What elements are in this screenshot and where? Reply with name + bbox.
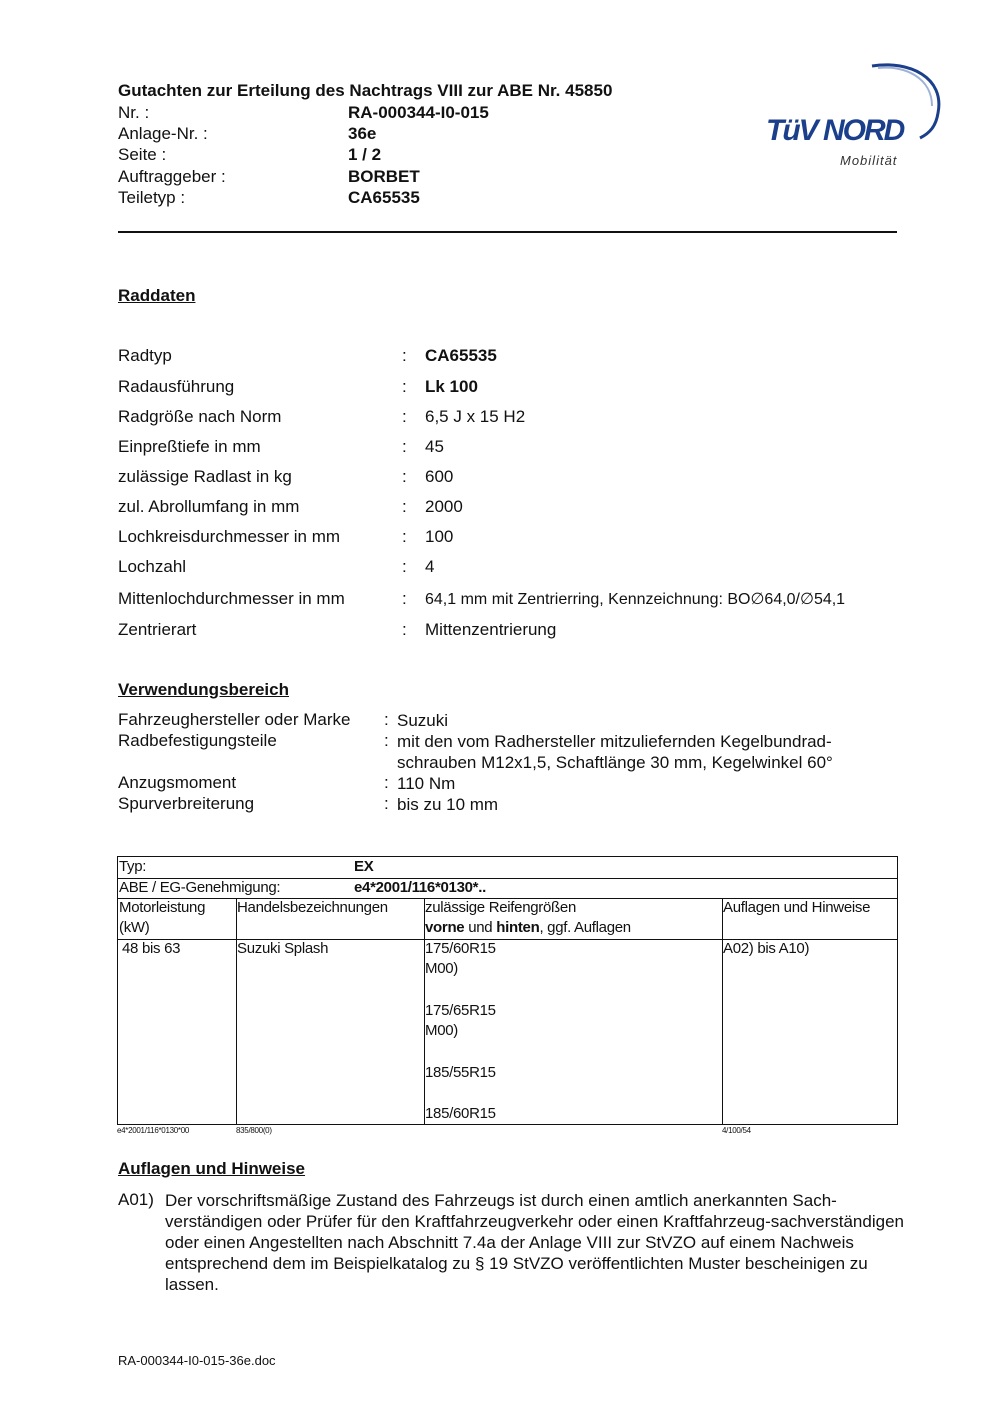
verwendung-value-cont: schrauben M12x1,5, Schaftlänge 30 mm, Kegelwinkel 60° [397,753,833,772]
raddaten-value: 45 [425,437,444,456]
raddaten-value: 64,1 mm mit Zentrierring, Kennzeichnung: BO∅64,0/∅54,1 [425,591,846,608]
verwendung-label: Anzugsmoment [118,773,237,792]
header-value: BORBET [348,167,420,186]
row-tyre: 175/65R15 [425,1002,496,1019]
raddaten-colon: : [402,589,407,608]
raddaten-label: Lochzahl [118,557,187,576]
table-line [236,898,237,1124]
header-label: Teiletyp : [118,188,186,207]
row-power: 48 bis 63 [122,940,181,957]
raddaten-row [118,407,918,429]
section-title-auflagen: Auflagen und Hinweise [118,1159,306,1178]
raddaten-row [118,589,918,611]
raddaten-label: Radtyp [118,346,172,365]
table-footnote: e4*2001/116*0130*00 [117,1126,190,1135]
col-header-tyres: zulässige Reifengrößen [425,899,576,916]
section-title-raddaten: Raddaten [118,286,196,305]
col-header-names: Handelsbezeichnungen [237,899,388,916]
header-label: Seite : [118,145,167,164]
raddaten-row [118,346,918,368]
raddaten-label: Radausführung [118,377,235,396]
row-name: Suzuki Splash [237,940,329,957]
verwendung-colon: : [384,731,389,750]
row-tyre: M00) [425,1022,458,1039]
raddaten-row [118,437,918,459]
header-label: Nr. : [118,103,150,122]
section-title-verwendungsbereich: Verwendungsbereich [118,680,289,699]
verwendung-colon: : [384,710,389,729]
tyres-sub-rear: hinten [496,919,540,936]
note-text: Der vorschriftsmäßige Zustand des Fahrzeugs ist durch einen amtlich anerkannten Sach-verständigen oder Prüfer für den Kraftfahrzeugverkehr oder einen Kraftfahrzeug-sachverständigen oder einen Angestellten nach Abschnitt 7.4a der Anlage VIII zur StVZO auf einem Nachweis entsprechend dem im Beispielkatalog zu § 19 StVZO veröffentlichten Muster bescheinigen zu lassen. [165,1191,904,1294]
abe-value: e4*2001/116*0130*.. [354,879,486,896]
raddaten-colon: : [402,497,407,516]
raddaten-label: Radgröße nach Norm [118,407,282,426]
header-value: 36e [348,124,377,143]
footer-filename: RA-000344-I0-015-36e.doc [118,1353,276,1368]
raddaten-colon: : [402,407,407,426]
logo-sub-text: Mobilität [840,153,898,168]
raddaten-label: zulässige Radlast in kg [118,467,292,486]
typ-value: EX [354,858,374,875]
raddaten-row [118,467,918,489]
raddaten-row [118,497,918,519]
verwendung-label: Spurverbreiterung [118,794,255,813]
table-footnote: 4/100/54 [722,1126,751,1135]
verwendung-colon: : [384,773,389,792]
raddaten-value: Mittenzentrierung [425,620,557,639]
raddaten-colon: : [402,377,407,396]
verwendung-value: 110 Nm [397,774,456,793]
raddaten-row [118,620,918,642]
raddaten-colon: : [402,467,407,486]
raddaten-label: zul. Abrollumfang in mm [118,497,300,516]
raddaten-value: 6,5 J x 15 H2 [425,407,526,426]
header-row-anlage [118,124,618,146]
tyres-sub-front: vorne [425,919,465,936]
raddaten-value: CA65535 [425,346,497,365]
raddaten-colon: : [402,620,407,639]
header-row-seite [118,145,618,167]
tyres-sub-and: und [464,919,497,936]
document-title: Gutachten zur Erteilung des Nachtrags VIII zur ABE Nr. 45850 [118,81,613,100]
raddaten-value: 100 [425,527,454,546]
raddaten-value: 4 [425,557,435,576]
verwendung-value: bis zu 10 mm [397,795,499,814]
typ-label: Typ: [119,858,147,875]
header-row-nr [118,103,618,125]
row-tyre: M00) [425,960,458,977]
header-label: Anlage-Nr. : [118,124,208,143]
table-line [722,898,723,1124]
row-tyre: 175/60R15 [425,940,496,957]
col-header-notes: Auflagen und Hinweise [723,899,871,916]
tyres-sub-end: , ggf. Auflagen [539,919,631,936]
verwendung-value: Suzuki [397,711,449,730]
note-code: A01) [118,1190,154,1209]
row-tyre: 185/60R15 [425,1105,496,1122]
header-row-auftraggeber [118,167,618,189]
header-label: Auftraggeber : [118,167,226,186]
raddaten-colon: : [402,557,407,576]
raddaten-colon: : [402,346,407,365]
abe-label: ABE / EG-Genehmigung: [119,879,281,896]
raddaten-colon: : [402,437,407,456]
verwendung-label: Radbefestigungsteile [118,731,277,750]
raddaten-row [118,377,918,399]
tuv-nord-logo [760,58,945,173]
verwendung-colon: : [384,794,389,813]
col-header-power-unit: (kW) [119,919,150,936]
raddaten-label: Lochkreisdurchmesser in mm [118,527,341,546]
header-value: 1 / 2 [348,145,382,164]
verwendung-label: Fahrzeughersteller oder Marke [118,710,351,729]
raddaten-row [118,557,918,579]
header-value: RA-000344-I0-015 [348,103,489,122]
col-header-tyres-sub [425,918,631,938]
raddaten-label: Mittenlochdurchmesser in mm [118,589,345,608]
header-value: CA65535 [348,188,420,207]
raddaten-label: Einpreßtiefe in mm [118,437,261,456]
raddaten-value: 2000 [425,497,463,516]
raddaten-value: 600 [425,467,454,486]
raddaten-value: Lk 100 [425,377,478,396]
verwendung-value: mit den vom Radhersteller mitzuliefernden Kegelbundrad- [397,732,832,751]
row-notes: A02) bis A10) [723,940,810,957]
header-divider [118,231,897,233]
row-tyre: 185/55R15 [425,1064,496,1081]
col-header-power: Motorleistung [119,899,206,916]
table-footnote: 835/800(0) [236,1126,272,1135]
logo-brand-text: TüV NORD [766,114,904,147]
raddaten-colon: : [402,527,407,546]
vehicle-table [117,856,898,1125]
header-row-teiletyp [118,188,618,210]
raddaten-row [118,527,918,549]
raddaten-label: Zentrierart [118,620,197,639]
